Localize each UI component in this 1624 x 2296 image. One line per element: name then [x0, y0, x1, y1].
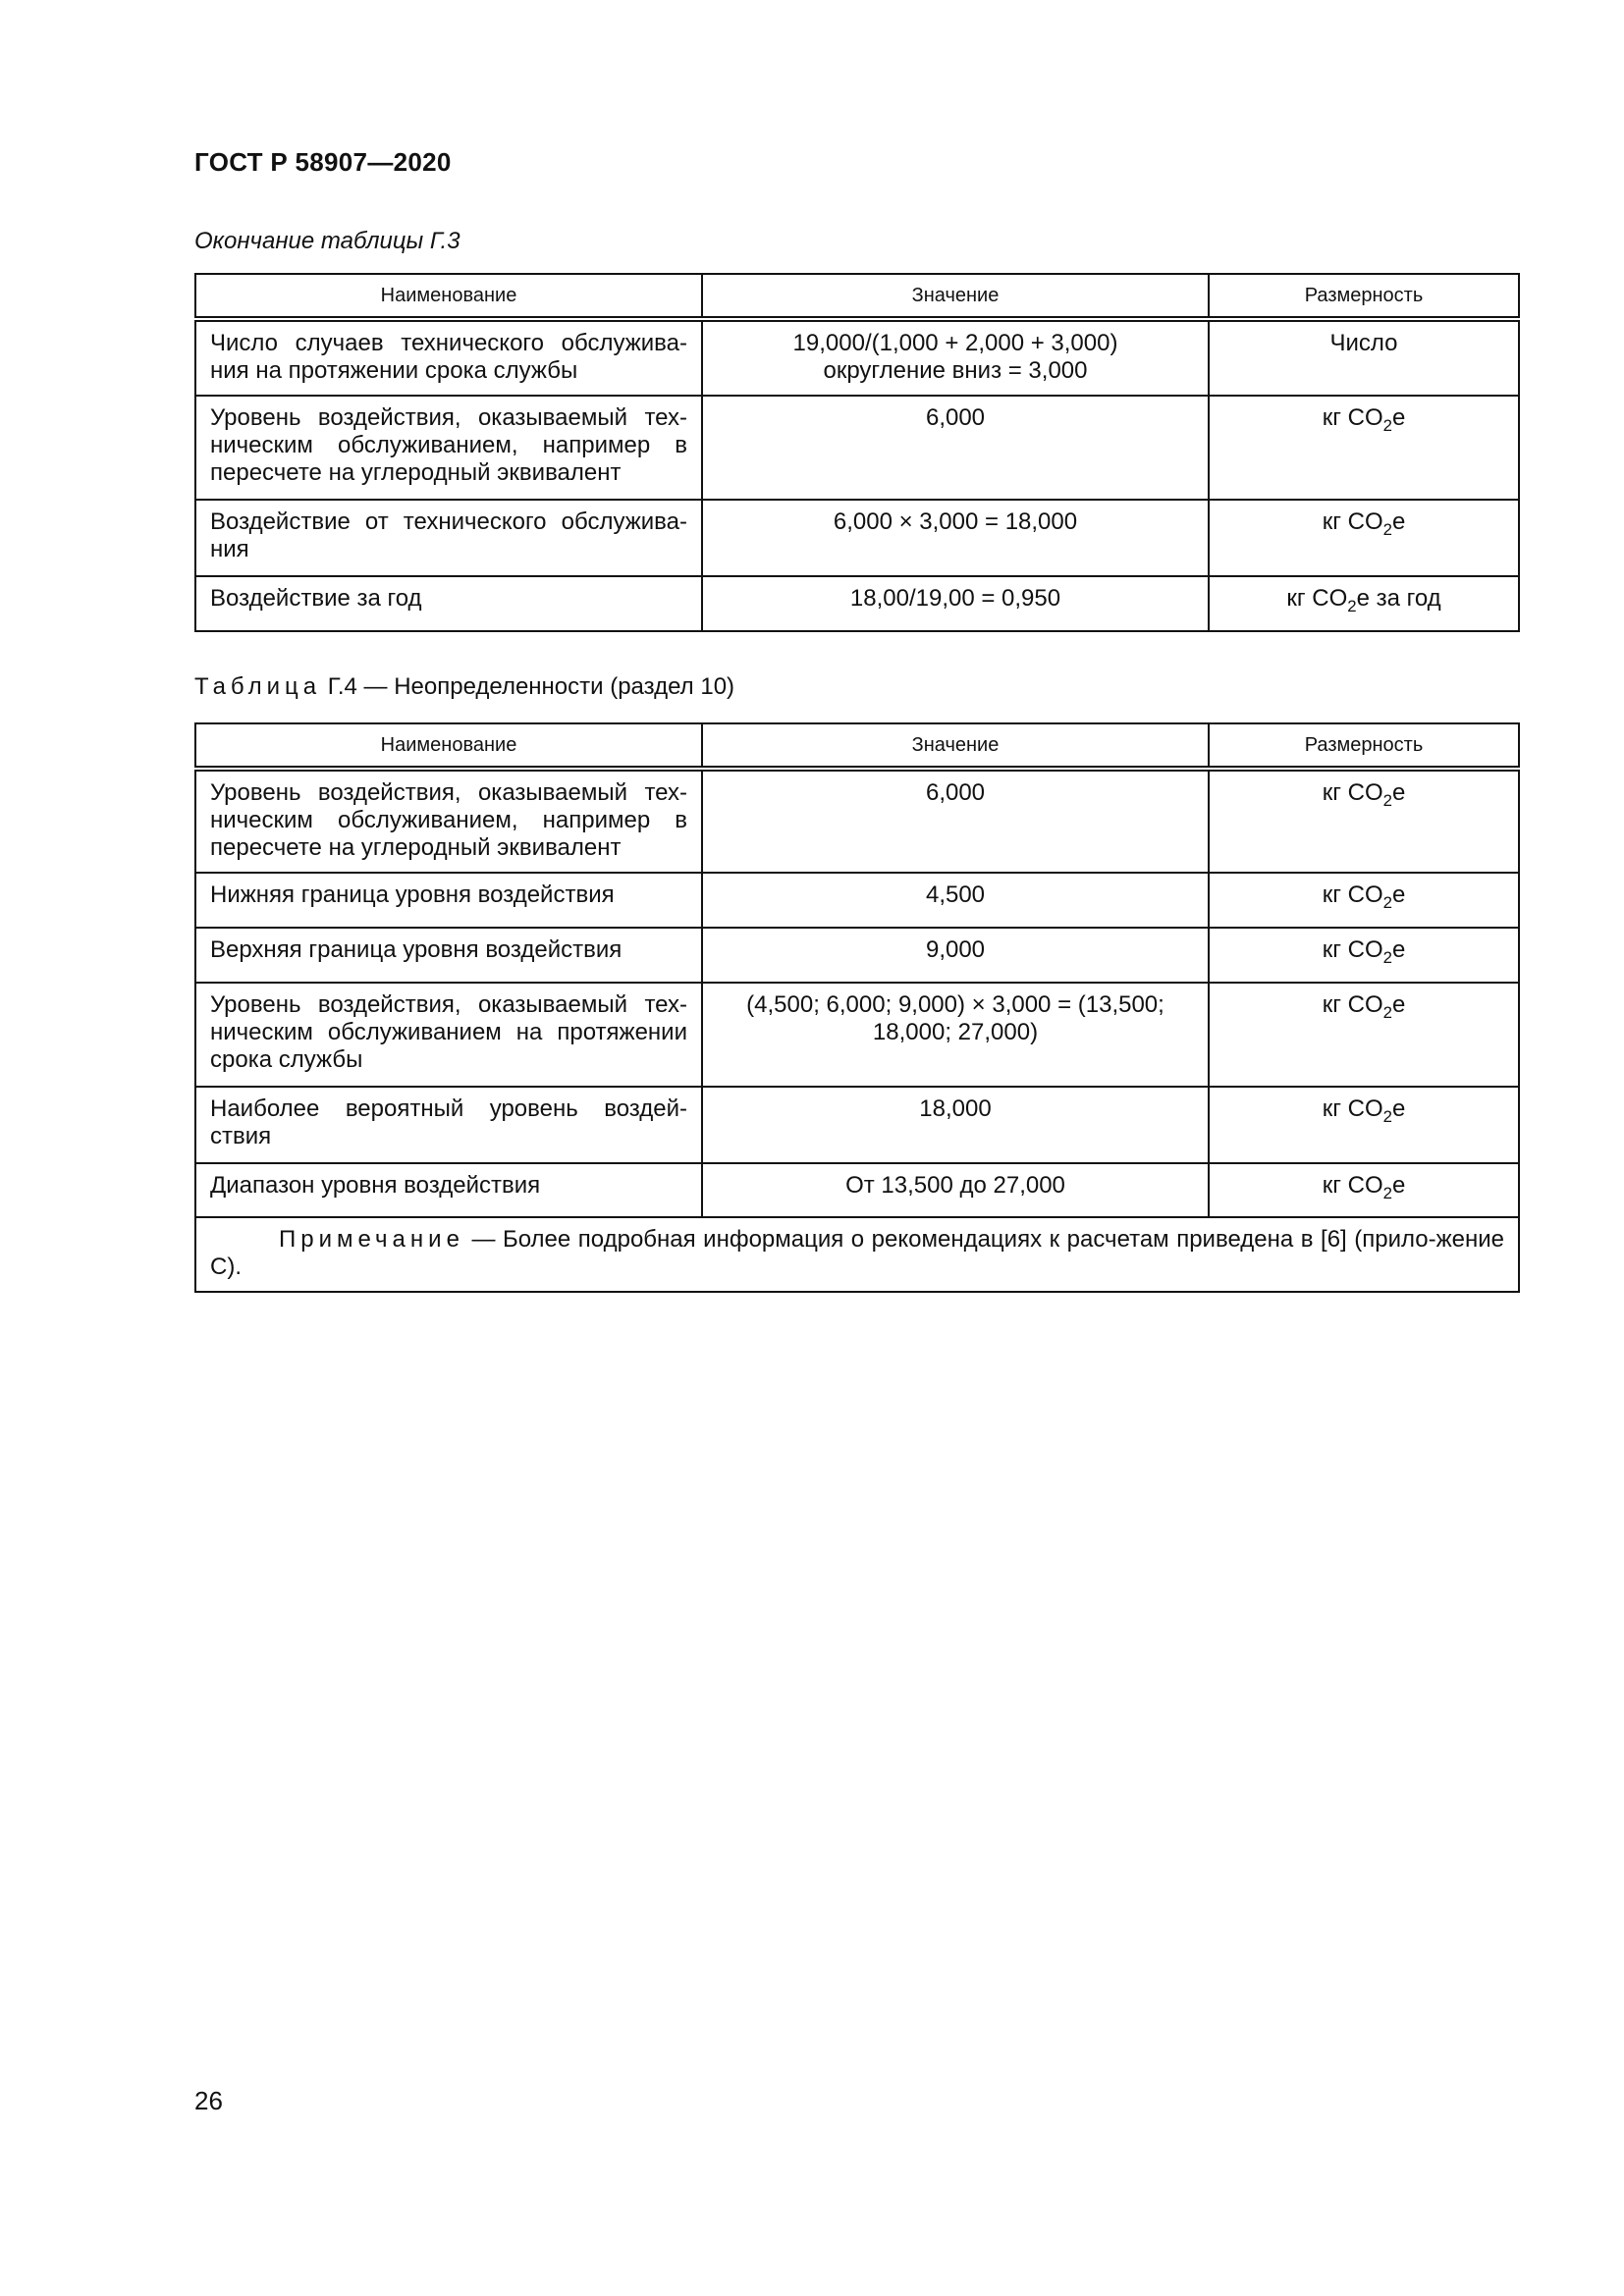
row-value-cell: 18,00/19,00 = 0,950: [702, 576, 1209, 631]
note-label: Примечание: [279, 1226, 464, 1254]
row-value-cell: 9,000: [702, 928, 1209, 983]
row-unit-cell: кг $CO_2e$: [1209, 769, 1519, 873]
row-name-cell: Наиболее вероятный уровень воздей-ствия: [195, 1087, 702, 1163]
row-name-cell: Верхняя граница уровня воздействия: [195, 928, 702, 983]
row-value-cell: (4,500; 6,000; 9,000) × 3,000 = (13,500; 18,000; 27,000): [702, 983, 1209, 1087]
table-row: [195, 319, 1519, 396]
row-unit-cell: кг $CO_2e$: [1209, 1087, 1519, 1163]
table-note: [195, 1217, 1519, 1292]
subscript-2: 2: [1382, 892, 1392, 912]
row-name-cell: Нижняя граница уровня воздействия: [195, 873, 702, 928]
row-unit-cell: кг $CO_2e$ за год: [1209, 576, 1519, 631]
row-name-cell: Уровень воздействия, оказываемый тех-ническим обслуживанием на протяжении срока службы: [195, 983, 702, 1087]
table-header-row: [195, 723, 1519, 769]
column-header-value: Значение: [702, 723, 1209, 769]
row-value-cell: 19,000/(1,000 + 2,000 + 3,000) округление вниз = 3,000: [702, 319, 1209, 396]
table-row: [195, 396, 1519, 500]
row-unit-cell: Число: [1209, 319, 1519, 396]
table-g4-caption-text: Г.4 — Неопределенности (раздел 10): [327, 673, 735, 700]
subscript-2: 2: [1347, 596, 1357, 615]
table-row: [195, 928, 1519, 983]
table-row: [195, 769, 1519, 873]
table-row: [195, 576, 1519, 631]
subscript-2: 2: [1382, 790, 1392, 810]
page-number: 26: [194, 2086, 223, 2115]
row-value-cell: 18,000: [702, 1087, 1209, 1163]
row-value-cell: 6,000: [702, 769, 1209, 873]
subscript-2: 2: [1382, 947, 1392, 967]
row-name-cell: Воздействие от технического обслужива-ния: [195, 500, 702, 576]
row-unit-cell: кг $CO_2e$: [1209, 396, 1519, 500]
table-row: [195, 983, 1519, 1087]
subscript-2: 2: [1382, 415, 1392, 435]
table-header-row: [195, 274, 1519, 319]
row-unit-cell: кг $CO_2e$: [1209, 1163, 1519, 1218]
table-row: [195, 500, 1519, 576]
row-name-cell: Уровень воздействия, оказываемый тех-ническим обслуживанием, например в пересчете на углеродный эквивалент: [195, 769, 702, 873]
subscript-2: 2: [1382, 1002, 1392, 1022]
column-header-value: Значение: [702, 274, 1209, 319]
row-value-cell: 4,500: [702, 873, 1209, 928]
document-header: ГОСТ Р 58907—2020: [194, 147, 452, 177]
table-row: [195, 873, 1519, 928]
table-g3: [194, 273, 1520, 632]
table-g4-caption: [194, 673, 734, 701]
row-name-cell: Число случаев технического обслужива-ния на протяжении срока службы: [195, 319, 702, 396]
table-g3-continuation-caption: Окончание таблицы Г.3: [194, 228, 460, 254]
table-g4-caption-label: Таблица: [194, 673, 322, 700]
table-row: [195, 1163, 1519, 1218]
row-value-cell: 6,000 × 3,000 = 18,000: [702, 500, 1209, 576]
subscript-2: 2: [1382, 519, 1392, 539]
table-g4: [194, 722, 1520, 1293]
row-name-cell: Воздействие за год: [195, 576, 702, 631]
row-unit-cell: кг $CO_2e$: [1209, 500, 1519, 576]
table-note-row: [195, 1217, 1519, 1292]
note-text: — Более подробная информация о рекомендациях к расчетам приведена в [6] (прило-жение С).: [210, 1226, 1504, 1281]
column-header-unit: Размерность: [1209, 274, 1519, 319]
column-header-name: Наименование: [195, 723, 702, 769]
row-name-cell: Диапазон уровня воздействия: [195, 1163, 702, 1218]
column-header-name: Наименование: [195, 274, 702, 319]
subscript-2: 2: [1382, 1106, 1392, 1126]
row-unit-cell: кг $CO_2e$: [1209, 983, 1519, 1087]
row-name-cell: Уровень воздействия, оказываемый тех-ническим обслуживанием, например в пересчете на углеродный эквивалент: [195, 396, 702, 500]
row-unit-cell: кг $CO_2e$: [1209, 873, 1519, 928]
subscript-2: 2: [1382, 1183, 1392, 1202]
column-header-unit: Размерность: [1209, 723, 1519, 769]
row-unit-cell: кг $CO_2e$: [1209, 928, 1519, 983]
row-value-cell: 6,000: [702, 396, 1209, 500]
row-value-cell: От 13,500 до 27,000: [702, 1163, 1209, 1218]
table-row: [195, 1087, 1519, 1163]
